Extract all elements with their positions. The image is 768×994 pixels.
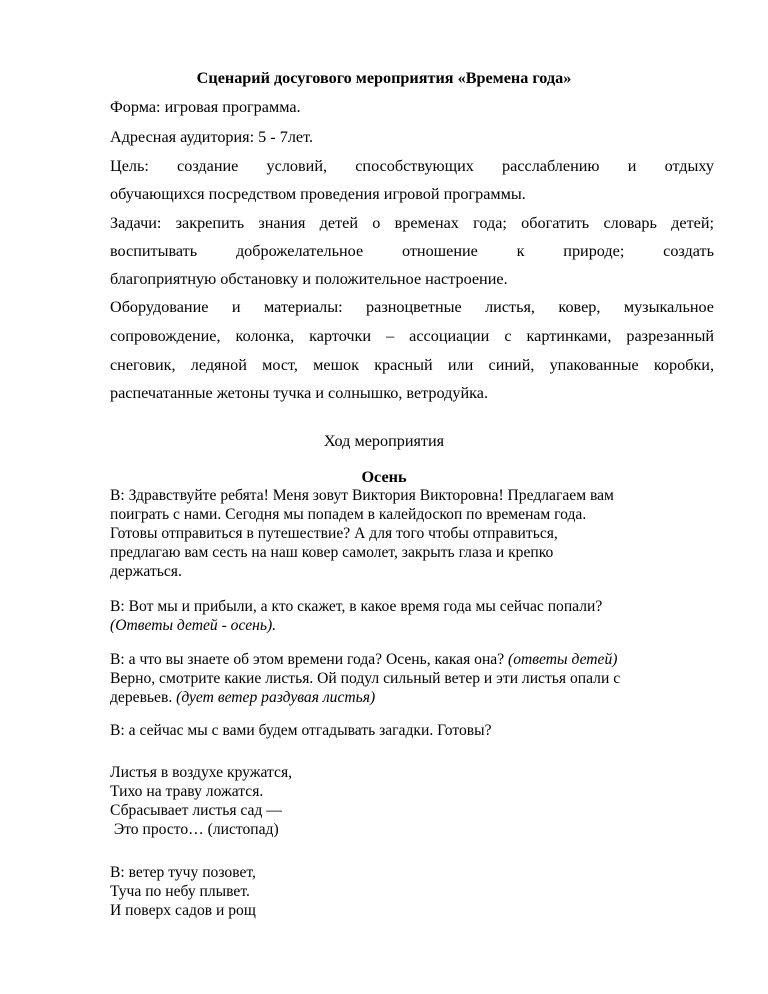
paragraph-3-text-end: деревьев. (110, 689, 177, 706)
paragraph-1-line-5: держаться. (110, 563, 182, 580)
tasks-line-1: Задачи: закрепить знания детей о временах года; обогатить словарь детей; (110, 214, 714, 232)
goal-line-2: обучающихся посредством проведения игровой программы. (110, 185, 526, 203)
paragraph-2-line-2: (Ответы детей - осень). (110, 617, 277, 634)
equipment-line-1: Оборудование и материалы: разноцветные листья, ковер, музыкальное (110, 298, 714, 316)
goal-line-1: Цель: создание условий, способствующих расслаблению и отдыху (110, 157, 714, 175)
paragraph-3-text: В: а что вы знаете об этом времени года? Осень, какая она? (110, 651, 509, 668)
equipment-line-3: снеговик, ледяной мост, мешок красный или синий, упакованные коробки, (110, 356, 714, 374)
paragraph-4: В: а сейчас мы с вами будем отгадывать загадки. Готовы? (110, 722, 492, 739)
paragraph-1-line-3: Готовы отправиться в путешествие? А для того чтобы отправиться, (110, 525, 558, 542)
paragraph-3-line-2: Верно, смотрите какие листья. Ой подул сильный ветер и эти листья опали с (110, 670, 621, 687)
course-heading: Ход мероприятия (323, 432, 445, 450)
riddle-1-line-2: Тихо на траву ложатся. (110, 783, 264, 800)
page-title: Сценарий досугового мероприятия «Времена года» (196, 69, 572, 87)
riddle-1-line-1: Листья в воздухе кружатся, (110, 764, 293, 781)
paragraph-1-line-1: В: Здравствуйте ребята! Меня зовут Виктория Викторовна! Предлагаем вам (110, 487, 614, 504)
audience-line: Адресная аудитория: 5 - 7лет. (110, 128, 314, 146)
paragraph-3-italic-end: (дует ветер раздувая листья) (176, 689, 376, 706)
riddle-2-line-2: Туча по небу плывет. (110, 883, 250, 900)
riddle-2-line-3: И поверх садов и рощ (110, 902, 256, 919)
tasks-line-3: благоприятную обстановку и положительное настроение. (110, 270, 508, 288)
riddle-1-line-3: Сбрасывает листья сад — (110, 802, 282, 819)
section-heading-autumn: Осень (361, 468, 407, 486)
paragraph-1-line-2: поиграть с нами. Сегодня мы попадем в калейдоскоп по временам года. (110, 506, 587, 523)
riddle-2-line-1: В: ветер тучу позовет, (110, 864, 256, 881)
form-line: Форма: игровая программа. (110, 98, 301, 116)
paragraph-3-line-1 (110, 651, 617, 669)
equipment-line-2: сопровождение, колонка, карточки – ассоциации с картинками, разрезанный (110, 327, 714, 345)
paragraph-1-line-4: предлагаю вам сесть на наш ковер самолет, закрыть глаза и крепко (110, 544, 554, 561)
tasks-line-2: воспитывать доброжелательное отношение к природе; создать (110, 242, 714, 260)
paragraph-3-italic: (ответы детей) (508, 651, 618, 668)
paragraph-2-line-1: В: Вот мы и прибыли, а кто скажет, в какое время года мы сейчас попали? (110, 598, 603, 615)
riddle-1-line-4: Это просто… (листопад) (110, 821, 279, 838)
equipment-line-4: распечатанные жетоны тучка и солнышко, ветродуйка. (110, 384, 489, 402)
paragraph-3-line-3 (110, 689, 375, 707)
